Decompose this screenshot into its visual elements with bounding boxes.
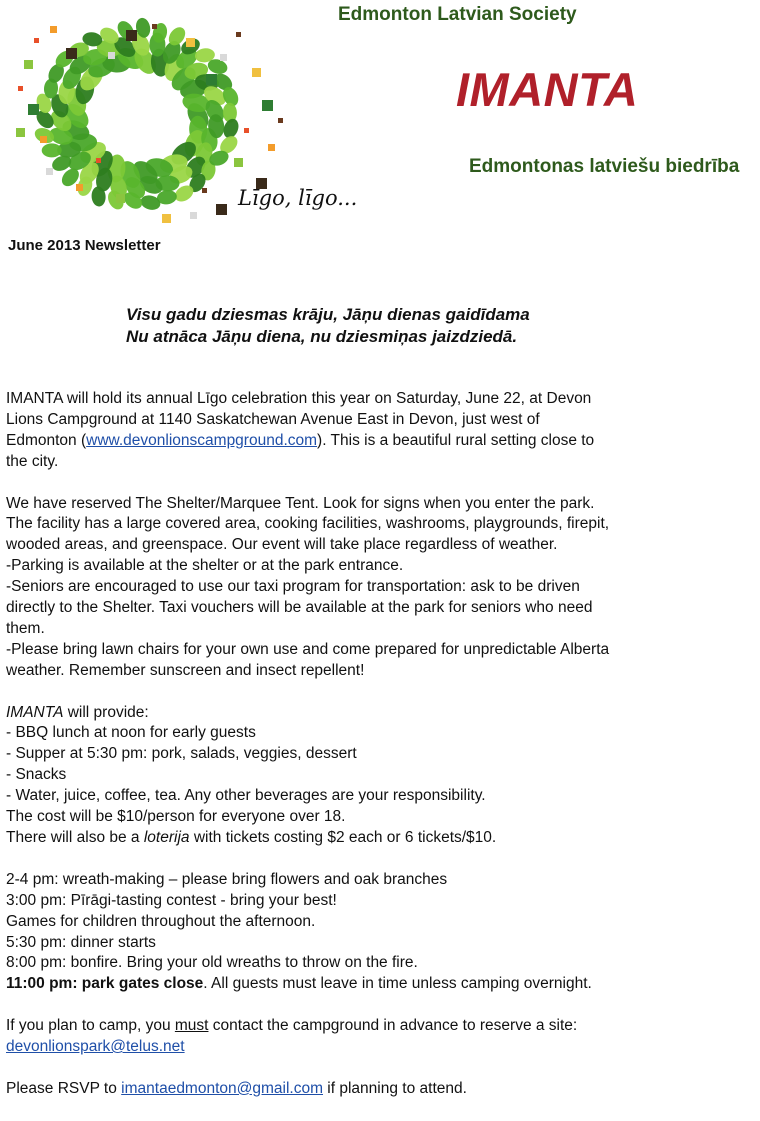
camping-email-line [6, 1037, 746, 1058]
provide-intro [6, 703, 746, 724]
gates-close-text: . All guests must leave in time unless camping overnight. [203, 975, 592, 993]
lottery-text: with tickets costing $2 each or 6 tickets/$10. [189, 829, 497, 846]
camping-paragraph [6, 1016, 746, 1058]
venue-line: wooded areas, and greenspace. Our event will take place regardless of weather. [6, 536, 558, 554]
confetti-square [108, 52, 115, 59]
confetti-square [268, 144, 275, 151]
confetti-square [202, 188, 207, 193]
intro-line [6, 431, 746, 452]
camping-text: If you plan to camp, you [6, 1017, 175, 1035]
confetti-square [216, 204, 227, 215]
confetti-square [96, 158, 101, 163]
society-name-latvian: Edmontonas latviešu biedrība [469, 156, 740, 177]
schedule-item: 2-4 pm: wreath-making – please bring flowers and oak branches [6, 870, 448, 888]
lottery-text: There will also be a [6, 829, 144, 846]
confetti-square [220, 54, 227, 61]
rsvp-text: if planning to attend. [323, 1079, 467, 1097]
seniors-note: them. [6, 619, 45, 637]
provide-intro-text: will provide: [63, 703, 149, 721]
org-name-inline: IMANTA [6, 703, 64, 721]
venue-line: We have reserved The Shelter/Marquee Tent. Look for signs when you enter the park. [6, 494, 595, 512]
rsvp-email-link[interactable]: imantaedmonton@gmail.com [121, 1079, 323, 1097]
schedule-item: Games for children throughout the afternoon. [6, 912, 316, 930]
gates-close-time: 11:00 pm: park gates close [6, 975, 204, 993]
confetti-square [236, 32, 241, 37]
newsletter-title: June 2013 Newsletter [8, 237, 161, 254]
confetti-square [244, 128, 249, 133]
schedule-item: 5:30 pm: dinner starts [6, 933, 156, 951]
provide-paragraph [6, 703, 746, 849]
gates-close-note [6, 974, 746, 995]
provide-item: - BBQ lunch at noon for early guests [6, 724, 256, 742]
provide-item: - Water, juice, coffee, tea. Any other beverages are your responsibility. [6, 787, 486, 805]
lottery-note [6, 828, 746, 849]
confetti-square [18, 86, 23, 91]
campground-email-link[interactable]: devonlionspark@telus.net [6, 1038, 185, 1056]
intro-paragraph [6, 389, 746, 473]
confetti-square [76, 184, 83, 191]
confetti-square [24, 60, 33, 69]
rsvp-line [6, 1079, 746, 1100]
camping-line [6, 1016, 746, 1037]
confetti-square [186, 38, 195, 47]
intro-text: ). This is a beautiful rural setting close to [317, 431, 595, 449]
logo-caption: Līgo, līgo... [238, 186, 358, 210]
confetti-square [126, 30, 137, 41]
confetti-square [116, 194, 125, 203]
confetti-square [66, 48, 77, 59]
lawn-chairs-note: weather. Remember sunscreen and insect repellent! [6, 661, 365, 679]
rsvp-paragraph [6, 1079, 746, 1100]
schedule-item: 8:00 pm: bonfire. Bring your old wreaths to throw on the fire. [6, 954, 418, 972]
venue-line: The facility has a large covered area, cooking facilities, washrooms, playgrounds, firepit, [6, 515, 610, 533]
cost-note: The cost will be $10/person for everyone over 18. [6, 808, 346, 826]
confetti-square [262, 100, 273, 111]
confetti-square [40, 136, 47, 143]
confetti-square [50, 26, 57, 33]
logo [6, 8, 358, 226]
provide-item: - Snacks [6, 766, 67, 784]
intro-line: the city. [6, 452, 59, 470]
intro-line: Lions Campground at 1140 Saskatchewan Avenue East in Devon, just west of [6, 410, 540, 428]
intro-text: Edmonton ( [6, 431, 87, 449]
parking-note: -Parking is available at the shelter or at the park entrance. [6, 557, 404, 575]
rsvp-text: Please RSVP to [6, 1079, 122, 1097]
provide-item: - Supper at 5:30 pm: pork, salads, veggies, dessert [6, 745, 357, 763]
seniors-note: directly to the Shelter. Taxi vouchers will be available at the park for seniors who need [6, 599, 593, 617]
seniors-note: -Seniors are encouraged to use our taxi program for transportation: ask to be driven [6, 578, 580, 596]
venue-paragraph [6, 494, 746, 682]
must-emphasis: must [174, 1017, 209, 1035]
confetti-square [234, 158, 243, 167]
confetti-square [46, 168, 53, 175]
wreath-leaf [42, 143, 62, 157]
confetti-square [206, 74, 217, 85]
lawn-chairs-note: -Please bring lawn chairs for your own use and come prepared for unpredictable Alberta [6, 640, 610, 658]
schedule-paragraph [6, 870, 746, 995]
camping-text: contact the campground in advance to reserve a site: [208, 1017, 578, 1035]
confetti-square [34, 38, 39, 43]
verse [126, 304, 530, 348]
organization-name: IMANTA [456, 63, 639, 116]
newsletter-body [6, 389, 746, 1121]
schedule-item: 3:00 pm: Pīrāgi-tasting contest - bring your best! [6, 891, 337, 909]
confetti-square [162, 214, 171, 223]
confetti-square [152, 24, 157, 29]
society-name-english: Edmonton Latvian Society [338, 4, 577, 25]
verse-line-1: Visu gadu dziesmas krāju, Jāņu dienas gaidīdama [126, 305, 530, 324]
confetti-square [278, 118, 283, 123]
campground-website-link[interactable]: www.devonlionscampground.com [86, 431, 318, 449]
confetti-square [190, 212, 197, 219]
lottery-word: loterija [143, 829, 190, 846]
intro-line: IMANTA will hold its annual Līgo celebration this year on Saturday, June 22, at Devon [6, 390, 592, 407]
verse-line-2: Nu atnāca Jāņu diena, nu dziesmiņas jaizdziedā. [126, 327, 518, 346]
confetti-square [16, 128, 25, 137]
confetti-square [252, 68, 261, 77]
confetti-square [28, 104, 39, 115]
